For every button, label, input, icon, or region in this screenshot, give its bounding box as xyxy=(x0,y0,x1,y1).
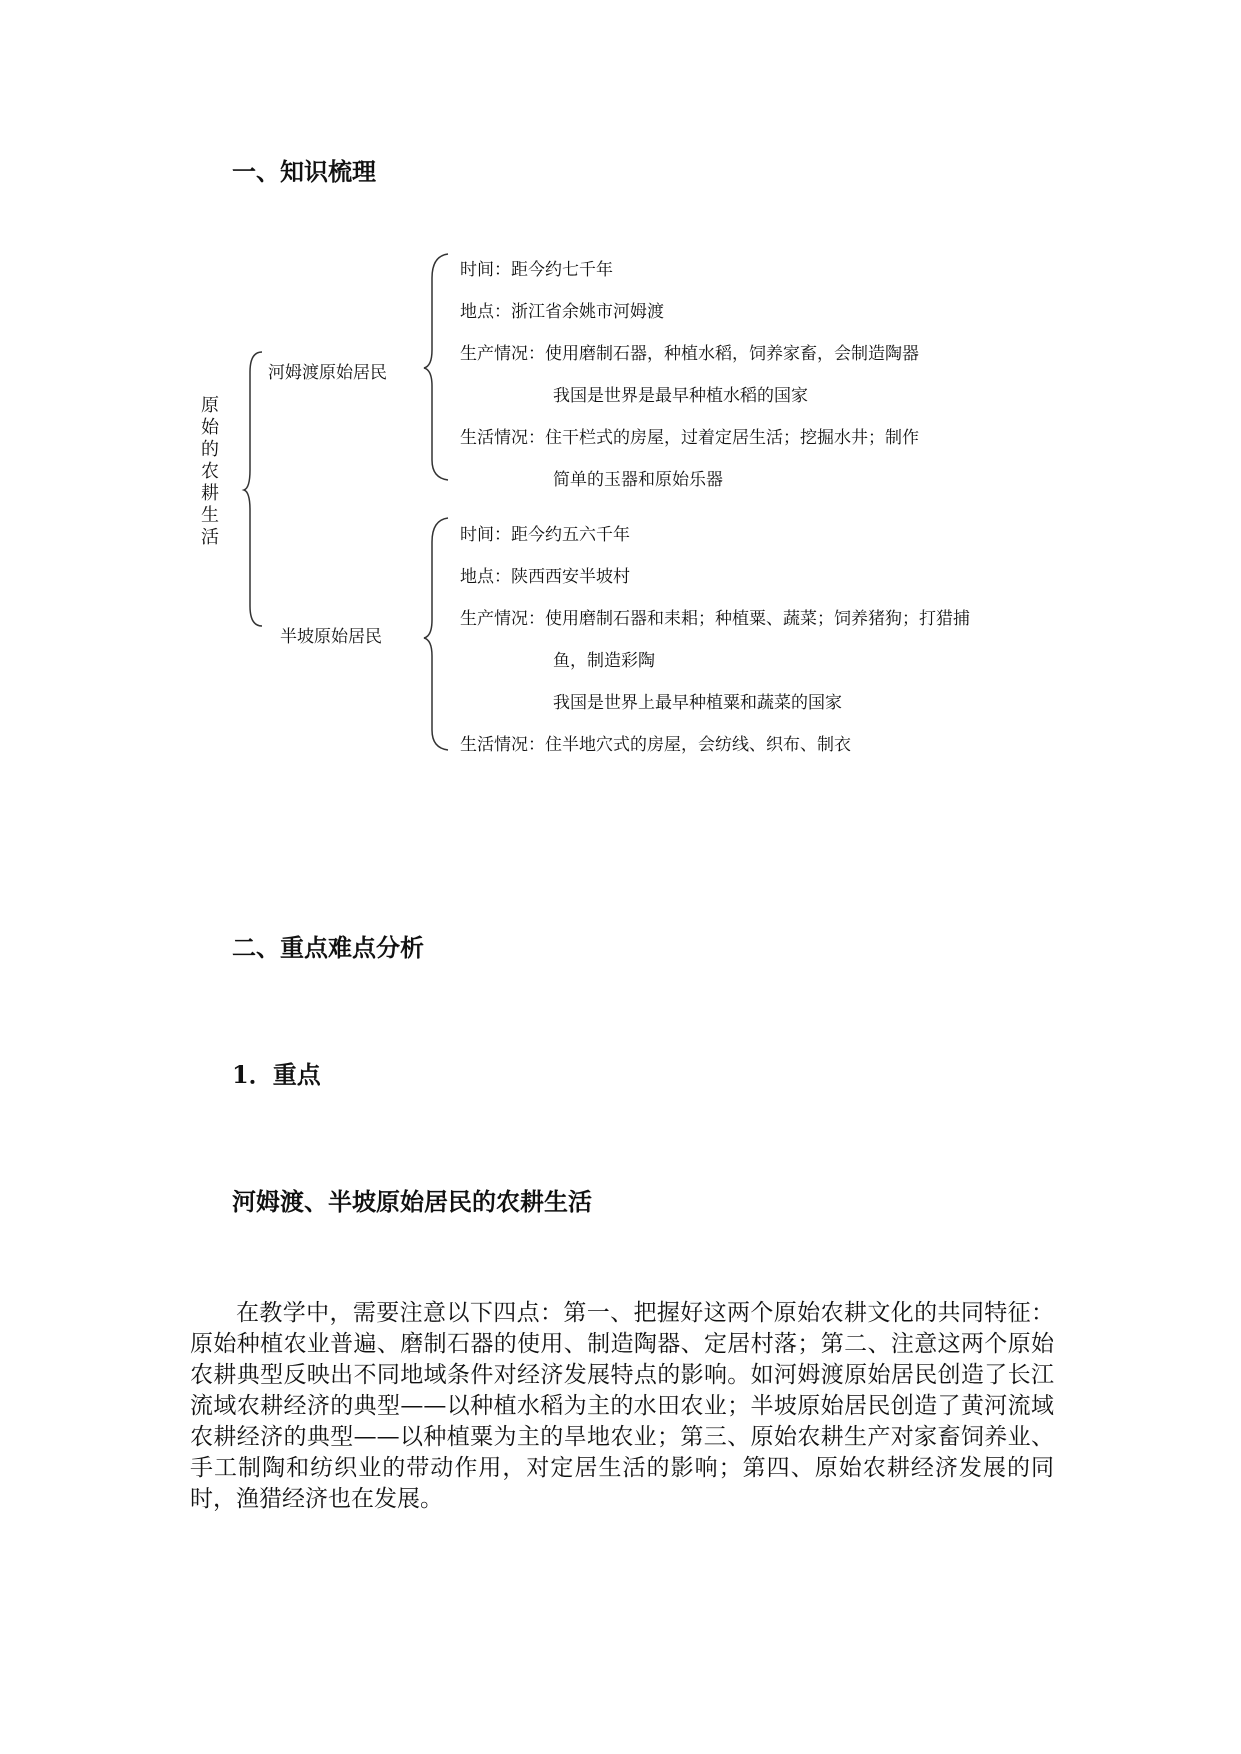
banpo-line: 生产情况：使用磨制石器和耒耜；种植粟、蔬菜；饲养猪狗；打猎捕 xyxy=(460,609,970,629)
hemudu-line: 地点：浙江省余姚市河姆渡 xyxy=(460,302,664,322)
banpo-label: 半坡原始居民 xyxy=(280,627,382,647)
banpo-line: 地点：陕西西安半坡村 xyxy=(460,567,630,587)
banpo-line: 时间：距今约五六千年 xyxy=(460,525,630,545)
banpo-line: 生活情况：住半地穴式的房屋，会纺线、织布、制衣 xyxy=(460,735,851,755)
section-title-knowledge: 一、知识梳理 xyxy=(232,157,376,186)
hemudu-line: 时间：距今约七千年 xyxy=(460,260,613,280)
banpo-brace xyxy=(424,518,448,750)
banpo-line: 我国是世界上最早种植粟和蔬菜的国家 xyxy=(553,693,842,713)
root-brace xyxy=(244,352,262,626)
banpo-line: 鱼，制造彩陶 xyxy=(553,651,655,671)
section-title-analysis: 二、重点难点分析 xyxy=(232,933,424,962)
topic-title: 河姆渡、半坡原始居民的农耕生活 xyxy=(232,1187,592,1216)
hemudu-line: 简单的玉器和原始乐器 xyxy=(553,470,723,490)
body-paragraph: 在教学中，需要注意以下四点：第一、把握好这两个原始农耕文化的共同特征：原始种植农业普遍、磨制石器的使用、制造陶器、定居村落；第二、注意这两个原始农耕典型反映出不同地域条件对经济发展特点的影响。如河姆渡原始居民创造了长江流域农耕经济的典型——以种植水稻为主的水田农业；半坡原始居民创造了黄河流域农耕经济的典型——以种植粟为主的旱地农业；第三、原始农耕生产对家畜饲养业、手工制陶和纺织业的带动作用，对定居生活的影响；第四、原始农耕经济发展的同时，渔猎经济也在发展。 xyxy=(190,1300,1054,1512)
subsection-title-key: 1．重点 xyxy=(232,1060,321,1089)
diagram-root-label: 原始的农耕生活 xyxy=(201,395,219,548)
hemudu-line: 生活情况：住干栏式的房屋，过着定居生活；挖掘水井；制作 xyxy=(460,428,919,448)
hemudu-line: 我国是世界是最早种植水稻的国家 xyxy=(553,386,808,406)
hemudu-label: 河姆渡原始居民 xyxy=(268,363,387,383)
hemudu-line: 生产情况：使用磨制石器，种植水稻，饲养家畜，会制造陶器 xyxy=(460,344,919,364)
hemudu-brace xyxy=(424,254,448,480)
